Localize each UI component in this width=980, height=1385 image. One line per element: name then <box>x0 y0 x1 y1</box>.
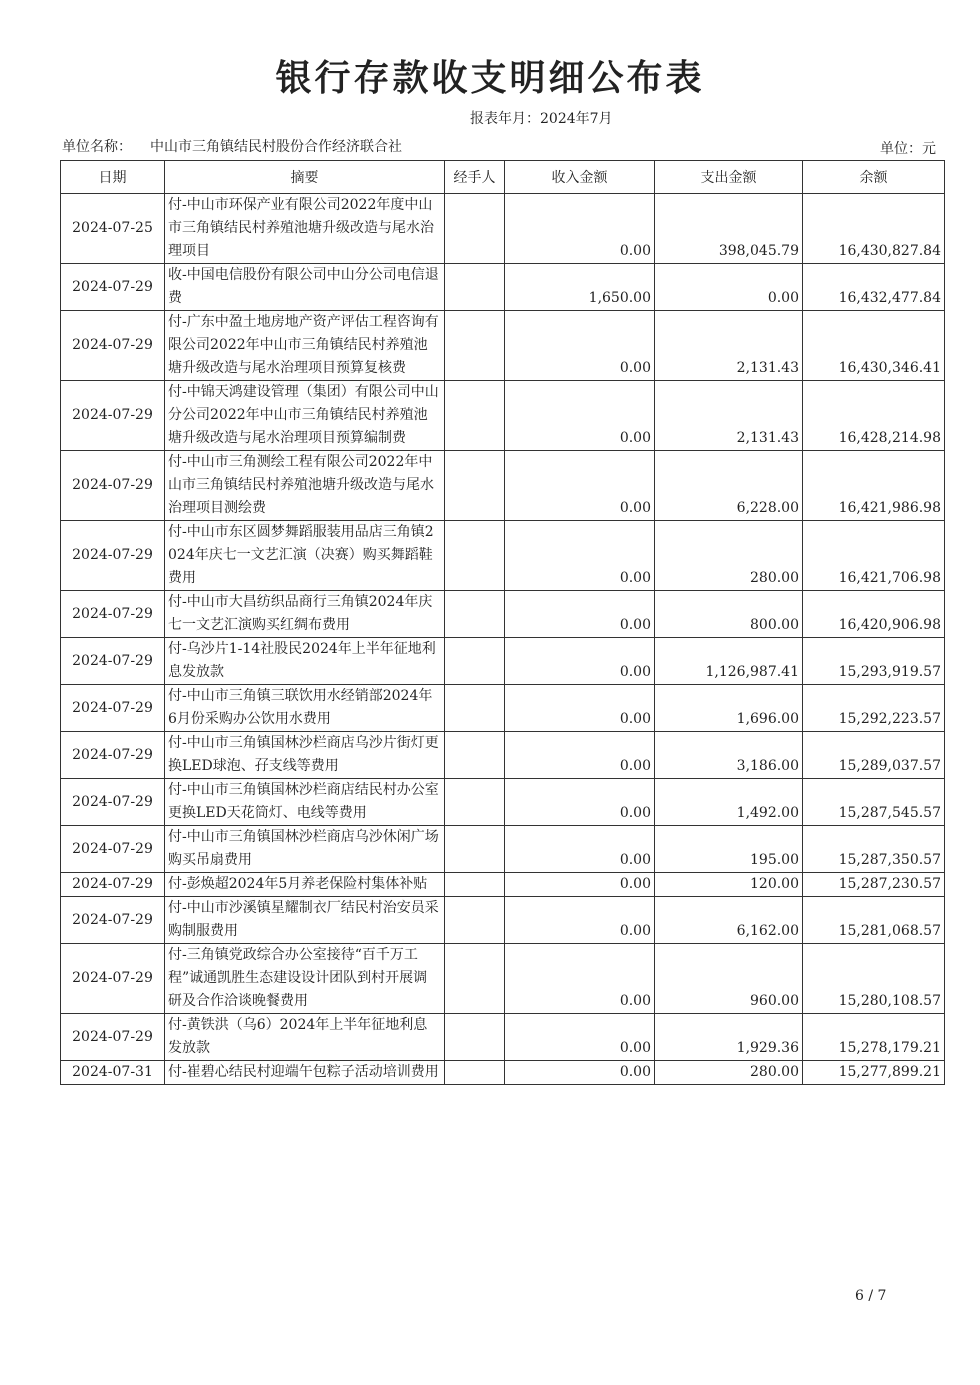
row-date: 2024-07-29 <box>61 826 165 873</box>
row-date: 2024-07-29 <box>61 638 165 685</box>
row-date: 2024-07-31 <box>61 1061 165 1085</box>
table-row <box>61 451 945 521</box>
row-income: 0.00 <box>505 779 655 826</box>
row-balance: 16,430,827.84 <box>803 194 945 264</box>
row-handler <box>445 873 505 897</box>
row-summary: 付-中山市三角测绘工程有限公司2022年中山市三角镇结民村养殖池塘升级改造与尾水治理项目测绘费 <box>165 451 445 521</box>
row-handler <box>445 779 505 826</box>
row-income: 0.00 <box>505 311 655 381</box>
row-summary: 付-彭焕超2024年5月养老保险村集体补贴 <box>165 873 445 897</box>
row-balance: 15,287,230.57 <box>803 873 945 897</box>
table-row <box>61 826 945 873</box>
row-expense: 280.00 <box>655 1061 803 1085</box>
row-date: 2024-07-29 <box>61 732 165 779</box>
row-handler <box>445 194 505 264</box>
row-balance: 16,421,706.98 <box>803 521 945 591</box>
row-income: 0.00 <box>505 1061 655 1085</box>
row-handler <box>445 1014 505 1061</box>
row-date: 2024-07-29 <box>61 897 165 944</box>
row-handler <box>445 451 505 521</box>
row-handler <box>445 591 505 638</box>
row-date: 2024-07-29 <box>61 591 165 638</box>
row-summary: 付-中山市三角镇国林沙栏商店乌沙休闲广场购买吊扇费用 <box>165 826 445 873</box>
row-income: 0.00 <box>505 521 655 591</box>
row-income: 0.00 <box>505 897 655 944</box>
row-summary: 付-中山市大昌纺织品商行三角镇2024年庆七一文艺汇演购买红绸布费用 <box>165 591 445 638</box>
row-expense: 1,492.00 <box>655 779 803 826</box>
org-label: 单位名称： <box>62 139 132 155</box>
org-name: 中山市三角镇结民村股份合作经济联合社 <box>150 139 402 155</box>
row-balance: 16,430,346.41 <box>803 311 945 381</box>
column-header-expense: 支出金额 <box>655 161 803 194</box>
row-expense: 1,929.36 <box>655 1014 803 1061</box>
row-income: 0.00 <box>505 1014 655 1061</box>
table-row <box>61 944 945 1014</box>
row-summary: 付-中锦天鸿建设管理（集团）有限公司中山分公司2022年中山市三角镇结民村养殖池塘升级改造与尾水治理项目预算编制费 <box>165 381 445 451</box>
row-balance: 15,292,223.57 <box>803 685 945 732</box>
table-row <box>61 311 945 381</box>
row-handler <box>445 897 505 944</box>
row-summary: 付-中山市环保产业有限公司2022年度中山市三角镇结民村养殖池塘升级改造与尾水治理项目 <box>165 194 445 264</box>
row-date: 2024-07-29 <box>61 873 165 897</box>
row-expense: 960.00 <box>655 944 803 1014</box>
row-balance: 16,432,477.84 <box>803 264 945 311</box>
row-balance: 15,278,179.21 <box>803 1014 945 1061</box>
table-row <box>61 638 945 685</box>
row-handler <box>445 311 505 381</box>
row-date: 2024-07-29 <box>61 451 165 521</box>
row-date: 2024-07-29 <box>61 264 165 311</box>
row-handler <box>445 264 505 311</box>
row-summary: 付-中山市东区圆梦舞蹈服装用品店三角镇2024年庆七一文艺汇演（决赛）购买舞蹈鞋费用 <box>165 521 445 591</box>
page-number: 6 / 7 <box>855 1288 887 1304</box>
table-row <box>61 264 945 311</box>
table-row <box>61 194 945 264</box>
row-expense: 1,126,987.41 <box>655 638 803 685</box>
row-balance: 15,293,919.57 <box>803 638 945 685</box>
table-row <box>61 1014 945 1061</box>
row-date: 2024-07-29 <box>61 381 165 451</box>
ledger-table <box>60 160 945 1085</box>
column-header-income: 收入金额 <box>505 161 655 194</box>
row-summary: 付-中山市三角镇三联饮用水经销部2024年6月份采购办公饮用水费用 <box>165 685 445 732</box>
table-row <box>61 685 945 732</box>
ledger-body <box>61 194 945 1085</box>
row-summary: 收-中国电信股份有限公司中山分公司电信退费 <box>165 264 445 311</box>
row-income: 0.00 <box>505 451 655 521</box>
row-date: 2024-07-29 <box>61 521 165 591</box>
row-balance: 15,287,350.57 <box>803 826 945 873</box>
table-row <box>61 1061 945 1085</box>
row-handler <box>445 381 505 451</box>
row-income: 0.00 <box>505 826 655 873</box>
row-expense: 6,162.00 <box>655 897 803 944</box>
row-income: 0.00 <box>505 685 655 732</box>
row-summary: 付-崔碧心结民村迎端午包粽子活动培训费用 <box>165 1061 445 1085</box>
row-summary: 付-中山市三角镇国林沙栏商店乌沙片街灯更换LED球泡、孖支线等费用 <box>165 732 445 779</box>
row-summary: 付-乌沙片1-14社股民2024年上半年征地利息发放款 <box>165 638 445 685</box>
row-expense: 3,186.00 <box>655 732 803 779</box>
row-expense: 195.00 <box>655 826 803 873</box>
row-handler <box>445 732 505 779</box>
row-summary: 付-广东中盈土地房地产资产评估工程咨询有限公司2022年中山市三角镇结民村养殖池塘升级改造与尾水治理项目预算复核费 <box>165 311 445 381</box>
row-date: 2024-07-29 <box>61 685 165 732</box>
row-expense: 800.00 <box>655 591 803 638</box>
row-handler <box>445 826 505 873</box>
row-income: 0.00 <box>505 591 655 638</box>
page-title: 银行存款收支明细公布表 <box>275 58 705 99</box>
row-summary: 付-中山市三角镇国林沙栏商店结民村办公室更换LED天花筒灯、电线等费用 <box>165 779 445 826</box>
row-expense: 2,131.43 <box>655 311 803 381</box>
row-expense: 120.00 <box>655 873 803 897</box>
row-date: 2024-07-29 <box>61 311 165 381</box>
table-row <box>61 897 945 944</box>
row-expense: 0.00 <box>655 264 803 311</box>
column-header-balance: 余额 <box>803 161 945 194</box>
row-date: 2024-07-29 <box>61 944 165 1014</box>
row-expense: 2,131.43 <box>655 381 803 451</box>
row-income: 1,650.00 <box>505 264 655 311</box>
row-handler <box>445 944 505 1014</box>
table-row <box>61 591 945 638</box>
row-balance: 16,428,214.98 <box>803 381 945 451</box>
row-income: 0.00 <box>505 638 655 685</box>
row-summary: 付-黄铁洪（乌6）2024年上半年征地利息发放款 <box>165 1014 445 1061</box>
row-expense: 6,228.00 <box>655 451 803 521</box>
row-balance: 15,277,899.21 <box>803 1061 945 1085</box>
row-income: 0.00 <box>505 944 655 1014</box>
table-row <box>61 381 945 451</box>
row-date: 2024-07-29 <box>61 779 165 826</box>
row-summary: 付-中山市沙溪镇星耀制衣厂结民村治安员采购制服费用 <box>165 897 445 944</box>
row-balance: 15,289,037.57 <box>803 732 945 779</box>
row-income: 0.00 <box>505 194 655 264</box>
report-period: 报表年月：2024年7月 <box>470 111 613 127</box>
table-row <box>61 873 945 897</box>
unit-label: 单位：元 <box>880 141 936 157</box>
table-header-row <box>61 161 945 194</box>
row-income: 0.00 <box>505 381 655 451</box>
row-summary: 付-三角镇党政综合办公室接待“百千万工程”诚通凯胜生态建设设计团队到村开展调研及合作洽谈晚餐费用 <box>165 944 445 1014</box>
row-date: 2024-07-29 <box>61 1014 165 1061</box>
row-handler <box>445 685 505 732</box>
row-expense: 398,045.79 <box>655 194 803 264</box>
row-income: 0.00 <box>505 732 655 779</box>
row-expense: 1,696.00 <box>655 685 803 732</box>
table-row <box>61 732 945 779</box>
row-income: 0.00 <box>505 873 655 897</box>
row-date: 2024-07-25 <box>61 194 165 264</box>
row-handler <box>445 521 505 591</box>
row-balance: 16,420,906.98 <box>803 591 945 638</box>
column-header-handler: 经手人 <box>445 161 505 194</box>
column-header-date: 日期 <box>61 161 165 194</box>
table-row <box>61 521 945 591</box>
row-handler <box>445 638 505 685</box>
row-balance: 15,281,068.57 <box>803 897 945 944</box>
row-expense: 280.00 <box>655 521 803 591</box>
table-row <box>61 779 945 826</box>
column-header-summary: 摘要 <box>165 161 445 194</box>
row-balance: 16,421,986.98 <box>803 451 945 521</box>
row-balance: 15,287,545.57 <box>803 779 945 826</box>
row-handler <box>445 1061 505 1085</box>
row-balance: 15,280,108.57 <box>803 944 945 1014</box>
